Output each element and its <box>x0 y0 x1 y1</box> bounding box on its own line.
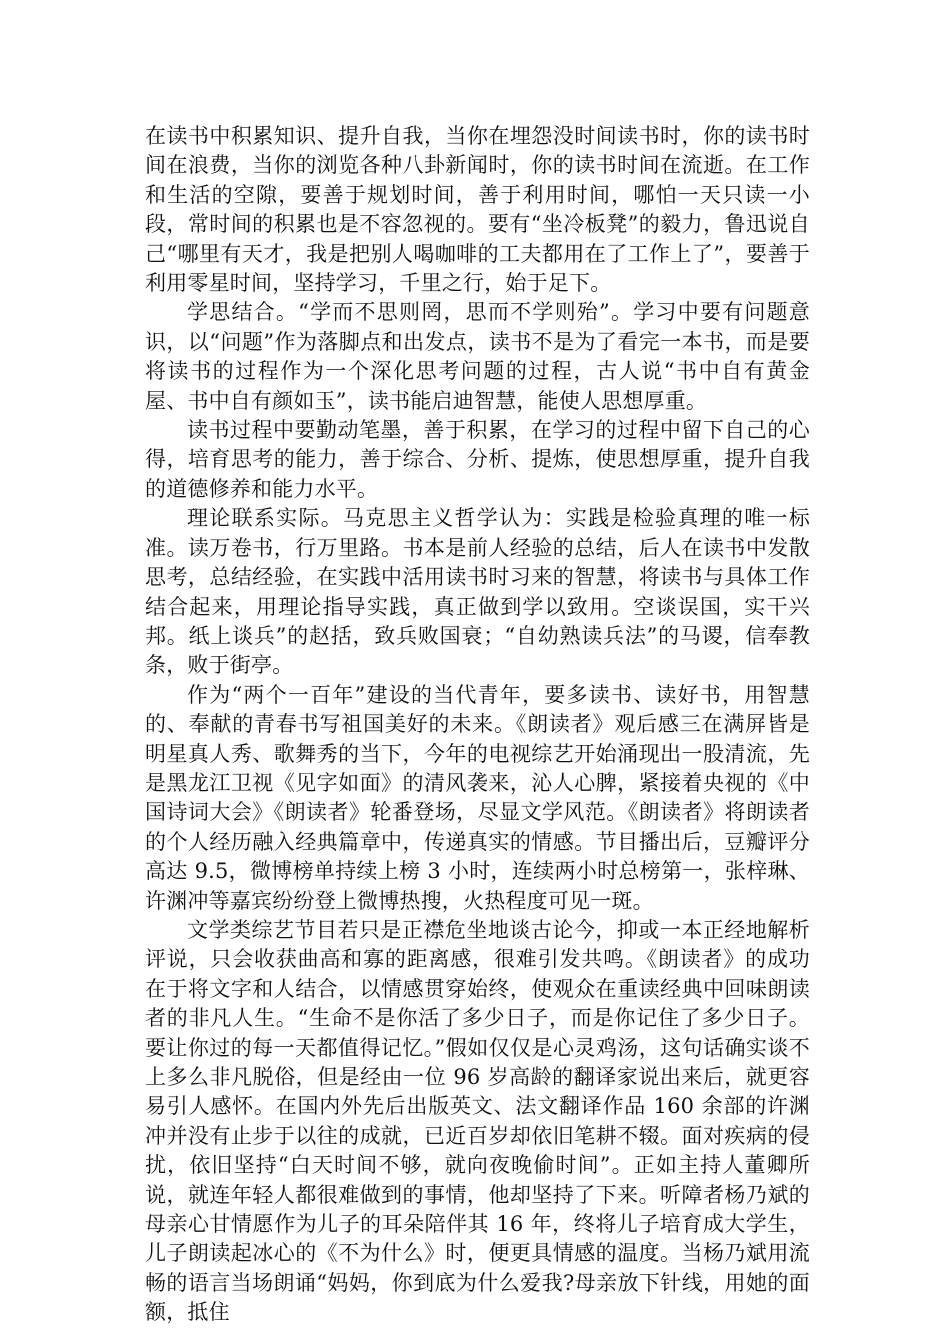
paragraph-6: 文学类综艺节目若只是正襟危坐地谈古论今，抑或一本正经地解析评说，只会收获曲高和寡的距离感，很难引发共鸣。《朗读者》的成功在于将文字和人结合，以情感贯穿始终，使观众在重读经典中回味朗读者的非凡人生。“生命不是你活了多少日子，而是你记住了多少日子。要让你过的每一天都值得记忆。”假如仅仅是心灵鸡汤，这句话确实谈不上多么非凡脱俗，但是经由一位 96 岁高龄的翻译家说出来后，就更容易引人感怀。在国内外先后出版英文、法文翻译作品 160 余部的许渊冲并没有止步于以往的成就，已近百岁却依旧笔耕不辍。面对疾病的侵扰，依旧坚持“白天时间不够，就向夜晚偷时间”。正如主持人董卿所说，就连年轻人都很难做到的事情，他却坚持了下来。听障者杨乃斌的母亲心甘情愿作为儿子的耳朵陪伴其 16 年，终将儿子培育成大学生，儿子朗读起冰心的《不为什么》时，便更具情感的温度。当杨乃斌用流畅的语言当场朗诵“妈妈，你到底为什么爱我?母亲放下针线，用她的面额，抵住 <box>145 917 810 1325</box>
paragraph-2: 学思结合。“学而不思则罔，思而不学则殆”。学习中要有问题意识，以“问题”作为落脚点和出发点，读书不是为了看完一本书，而是要将读书的过程作为一个深化思考问题的过程，古人说“书中自有黄金屋、书中自有颜如玉”，读书能启迪智慧，能使人思想厚重。 <box>145 300 810 413</box>
paragraph-1: 在读书中积累知识、提升自我，当你在埋怨没时间读书时，你的读书时间在浪费，当你的浏览各种八卦新闻时，你的读书时间在流逝。在工作和生活的空隙，要善于规划时间，善于利用时间，哪怕一天只读一小段，常时间的积累也是不容忽视的。要有“坐冷板凳”的毅力，鲁迅说自己“哪里有天才，我是把别人喝咖啡的工夫都用在了工作上了”，要善于利用零星时间，坚持学习，千里之行，始于足下。 <box>145 124 810 296</box>
paragraph-3: 读书过程中要勤动笔墨，善于积累，在学习的过程中留下自己的心得，培育思考的能力，善于综合、分析、提炼，使思想厚重，提升自我的道德修养和能力水平。 <box>145 418 810 501</box>
document-body <box>145 122 810 1328</box>
paragraph-4: 理论联系实际。马克思主义哲学认为：实践是检验真理的唯一标准。读万卷书，行万里路。书本是前人经验的总结，后人在读书中发散思考，总结经验，在实践中活用读书时习来的智慧，将读书与具体工作结合起来，用理论指导实践，真正做到学以致用。空谈误国，实干兴邦。纸上谈兵”的赵括，致兵败国衰；“自幼熟读兵法”的马谡，信奉教条，败于街亭。 <box>145 506 810 678</box>
paragraph-5: 作为“两个一百年”建设的当代青年，要多读书、读好书，用智慧的、奉献的青春书写祖国美好的未来。《朗读者》观后感三在满屏皆是明星真人秀、歌舞秀的当下，今年的电视综艺开始涌现出一股清流，先是黑龙江卫视《见字如面》的清风袭来，沁人心脾，紧接着央视的《中国诗词大会》《朗读者》轮番登场，尽显文学风范。《朗读者》将朗读者的个人经历融入经典篇章中，传递真实的情感。节目播出后，豆瓣评分高达 9.5，微博榜单持续上榜 3 小时，连续两小时总榜第一，张梓琳、许渊冲等嘉宾纷纷登上微博热搜，火热程度可见一斑。 <box>145 682 810 913</box>
